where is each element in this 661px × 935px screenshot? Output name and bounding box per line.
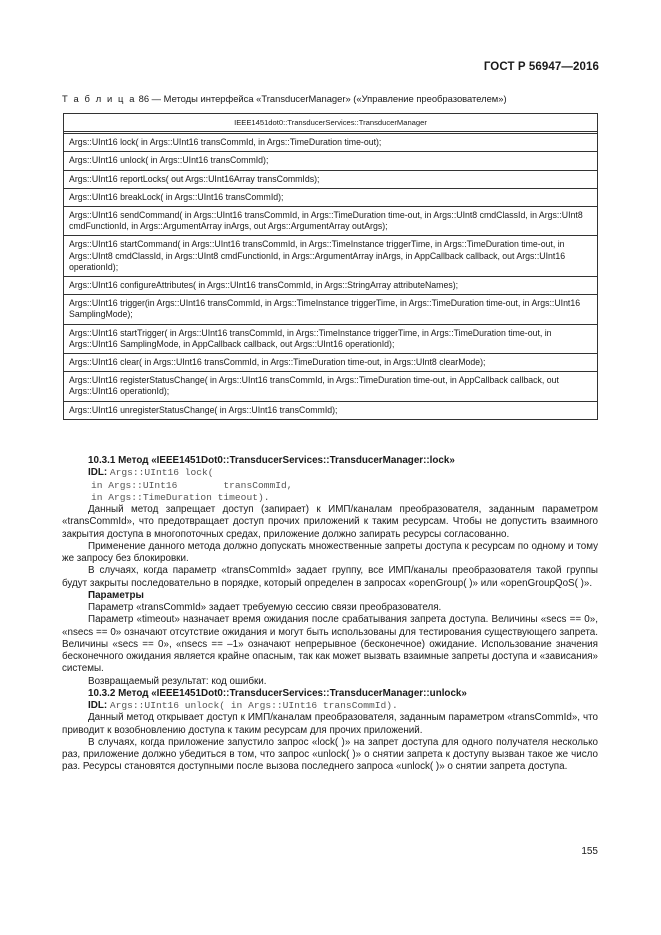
- table-caption-text: 86 — Методы интерфейса «TransducerManager» («Управление преобразователем»): [138, 93, 507, 104]
- document-code: ГОСТ Р 56947—2016: [483, 61, 599, 73]
- section-heading-lock: 10.3.1 Метод «IEEE1451Dot0::TransducerServices::TransducerManager::lock»: [88, 455, 455, 466]
- idl-code: Args::UInt16 unlock( in Args::UInt16 transCommId).: [109, 700, 398, 711]
- paragraph: Параметр «timeout» назначает время ожидания после срабатывания запрета доступа. Величины «secs == 0», «nsecs == 0» означают отсутствие ожидания и могут быть использованы для тестирования существующего запрета. Величины «secs == 0», «nsecs == –1» означают непрерывное (бесконечное) ожидание. Использование значения бесконечного ожидания является крайне опасным, так как может вызвать взаимные запреты доступа и «зависания» системы.: [62, 614, 598, 675]
- table-row: Args::UInt16 startTrigger( in Args::UInt16 transCommId, in Args::TimeInstance triggerTime, in Args::TimeDuration time-out, in Args::UInt16 SamplingMode, in AppCallback callback, out Args::UInt16 operationId);: [64, 324, 598, 353]
- table-row: Args::UInt16 registerStatusChange( in Args::UInt16 transCommId, in Args::TimeDuration time-out, in AppCallback callback, out Args::UInt16 operationId);: [64, 372, 598, 401]
- idl-lock-line3: in Args::TimeDuration timeout).: [91, 491, 270, 503]
- paragraph: Данный метод открывает доступ к ИМП/каналам преобразователя, заданным параметром «transCommId», что приводит к возобновлению доступа к таким ресурсам для прочих приложений.: [62, 712, 598, 736]
- parameters-heading: Параметры: [88, 589, 144, 601]
- paragraph: В случаях, когда параметр «transCommId» задает группу, все ИМП/каналы преобразователя такой группы будут закрыты последовательно в порядке, который определен в запросах «openGroup( )» или «openGroupQoS( )».: [62, 565, 598, 589]
- document-body: [62, 455, 598, 774]
- paragraph: Данный метод запрещает доступ (запирает) к ИМП/каналам преобразователя, заданным параметром «transCommId», что предотвращает доступ прочих приложений к таким ресурсам. Чтобы не допустить взаимного закрытия доступа в многопоточных средах, приложение должно запирать ресурсы согласованно.: [62, 504, 598, 540]
- table-row: Args::UInt16 startCommand( in Args::UInt16 transCommId, in Args::TimeInstance triggerTime, in Args::TimeDuration time-out, in Args::UInt8 cmdClassId, in Args::UInt8 cmdFunctionId, in Args::ArgumentArray inArgs, in AppCallback callback, out Args::UInt16 operationId);: [64, 236, 598, 277]
- table-row: Args::UInt16 breakLock( in Args::UInt16 transCommId);: [64, 188, 598, 206]
- table-row: Args::UInt16 clear( in Args::UInt16 transCommId, in Args::TimeDuration time-out, in Args::UInt8 clearMode);: [64, 354, 598, 372]
- paragraph: Возвращаемый результат: код ошибки.: [88, 675, 267, 687]
- table-row: Args::UInt16 configureAttributes( in Args::UInt16 transCommId, in Args::StringArray attributeNames);: [64, 277, 598, 295]
- table-row: Args::UInt16 unregisterStatusChange( in Args::UInt16 transCommId);: [64, 401, 598, 419]
- paragraph: Применение данного метода должно допускать множественные запреты доступа к ресурсам по одному и тому же запросу без блокировки.: [62, 540, 598, 564]
- table-row: Args::UInt16 sendCommand( in Args::UInt16 transCommId, in Args::TimeDuration time-out, in Args::UInt8 cmdClassId, in Args::UInt8 cmdFunctionId, in Args::ArgumentArray inArgs, out Args::ArgumentArray outArgs);: [64, 207, 598, 236]
- section-heading-unlock: 10.3.2 Метод «IEEE1451Dot0::TransducerServices::TransducerManager::unlock»: [88, 687, 467, 699]
- idl-label: IDL:: [88, 467, 108, 479]
- paragraph: В случаях, когда приложение запустило запрос «lock( )» на запрет доступа для одного получателя несколько раз, приложение должно убедиться в том, что запрос «unlock( )» о снятии запрета к доступу вызван такое же число раз. Ресурсы становятся доступными после вызова последнего запроса «unlock( )» о снятии запрета доступа.: [62, 736, 598, 773]
- idl-label: IDL:: [88, 700, 108, 711]
- idl-unlock: [62, 700, 598, 712]
- table-row: Args::UInt16 trigger(in Args::UInt16 transCommId, in Args::TimeInstance triggerTime, in Args::TimeDuration time-out, in Args::UInt16 SamplingMode);: [64, 295, 598, 324]
- idl-code: Args::UInt16 lock(: [109, 467, 214, 479]
- table-caption-prefix: Т а б л и ц а: [62, 93, 137, 104]
- idl-lock-line1: [62, 467, 598, 479]
- paragraph: Параметр «transCommId» задает требуемую сессию связи преобразователя.: [88, 602, 442, 613]
- table-caption: [62, 93, 622, 104]
- idl-lock-line2: in Args::UInt16 transCommId,: [91, 479, 293, 491]
- table-header: IEEE1451dot0::TransducerServices::TransducerManager: [64, 114, 598, 132]
- methods-table: [63, 113, 598, 420]
- table-row: Args::UInt16 unlock( in Args::UInt16 transCommId);: [64, 152, 598, 170]
- page-number: 155: [581, 846, 598, 857]
- table-row: Args::UInt16 lock( in Args::UInt16 transCommId, in Args::TimeDuration time-out);: [64, 134, 598, 152]
- table-row: Args::UInt16 reportLocks( out Args::UInt16Array transCommIds);: [64, 170, 598, 188]
